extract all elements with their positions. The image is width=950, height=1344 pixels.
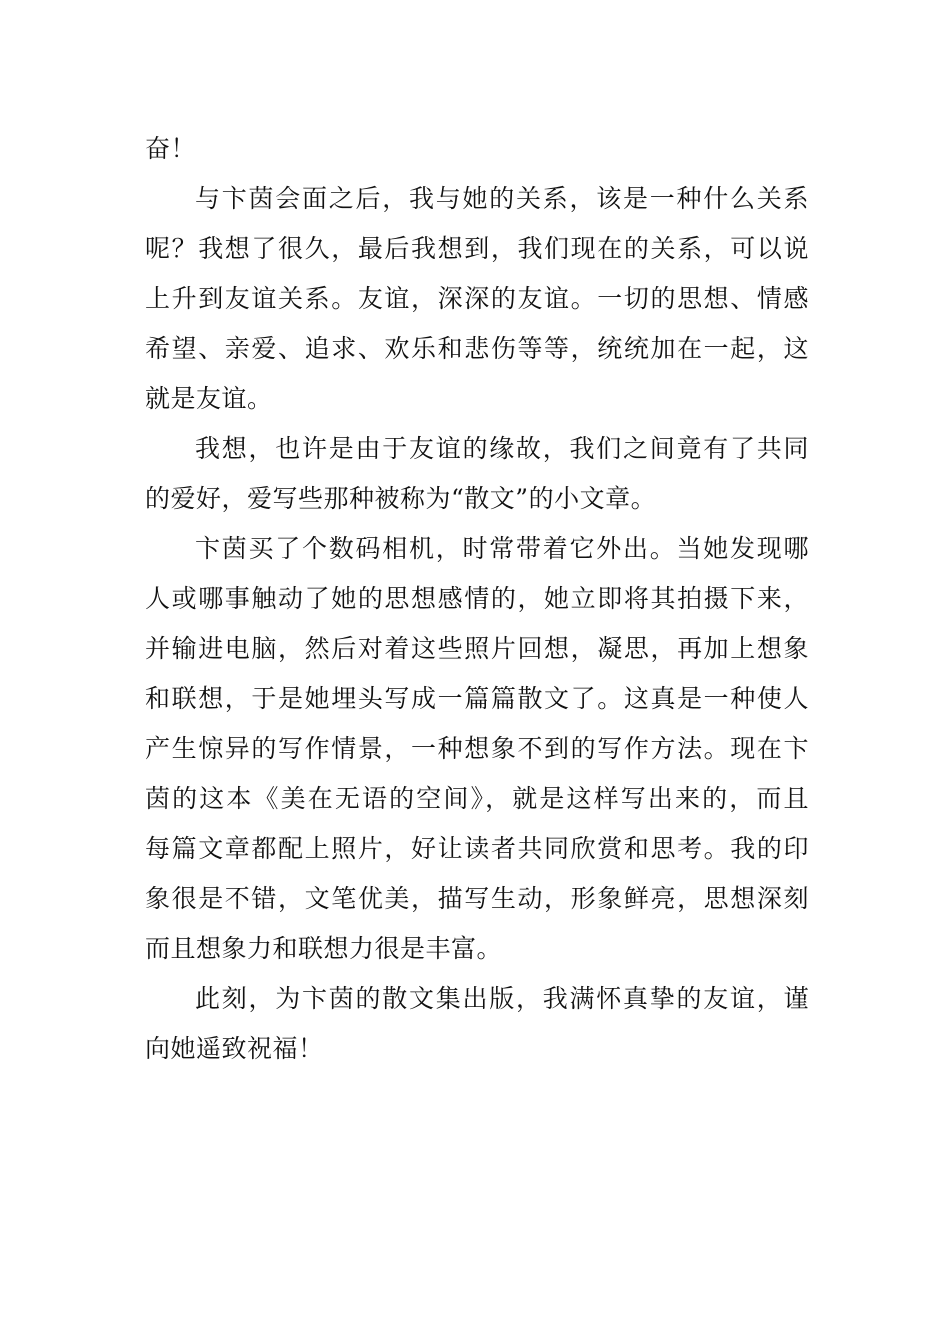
- document-body: [145, 124, 809, 1074]
- text-line: 上升到友谊关系。友谊，深深的友谊。一切的思想、情感: [145, 284, 809, 313]
- text-line: 每篇文章都配上照片，好让读者共同欣赏和思考。我的印: [145, 834, 809, 863]
- paragraph-1: [145, 124, 809, 174]
- text-line: 的爱好，爱写些那种被称为“散文”的小文章。: [145, 484, 657, 513]
- paragraph-3: [145, 424, 809, 524]
- text-line: 并输进电脑，然后对着这些照片回想，凝思，再加上想象: [145, 634, 809, 663]
- paragraph-4: [145, 524, 809, 974]
- text-line: 产生惊异的写作情景，一种想象不到的写作方法。现在卞: [145, 734, 809, 763]
- text-line: 呢？我想了很久，最后我想到，我们现在的关系，可以说: [145, 234, 809, 263]
- text-line: 和联想，于是她埋头写成一篇篇散文了。这真是一种使人: [145, 684, 809, 713]
- text-line: 就是友谊。: [145, 384, 273, 413]
- text-line: 我想，也许是由于友谊的缘故，我们之间竟有了共同: [195, 434, 809, 463]
- text-line: 茵的这本《美在无语的空间》，就是这样写出来的，而且: [145, 784, 809, 813]
- text-line: 向她遥致祝福！: [145, 1034, 324, 1063]
- paragraph-2: [145, 174, 809, 424]
- paragraph-5: [145, 974, 809, 1074]
- text-line: 而且想象力和联想力很是丰富。: [145, 934, 503, 963]
- text-line: 此刻，为卞茵的散文集出版，我满怀真挚的友谊，谨: [195, 984, 809, 1013]
- text-line: 卞茵买了个数码相机，时常带着它外出。当她发现哪: [195, 534, 809, 563]
- text-line: 人或哪事触动了她的思想感情的，她立即将其拍摄下来，: [145, 584, 809, 613]
- text-line: 与卞茵会面之后，我与她的关系，该是一种什么关系: [195, 184, 809, 213]
- text-line: 象很是不错，文笔优美，描写生动，形象鲜亮，思想深刻: [145, 884, 809, 913]
- text-line: 奋！: [145, 134, 197, 163]
- text-line: 希望、亲爱、追求、欢乐和悲伤等等，统统加在一起，这: [145, 334, 809, 363]
